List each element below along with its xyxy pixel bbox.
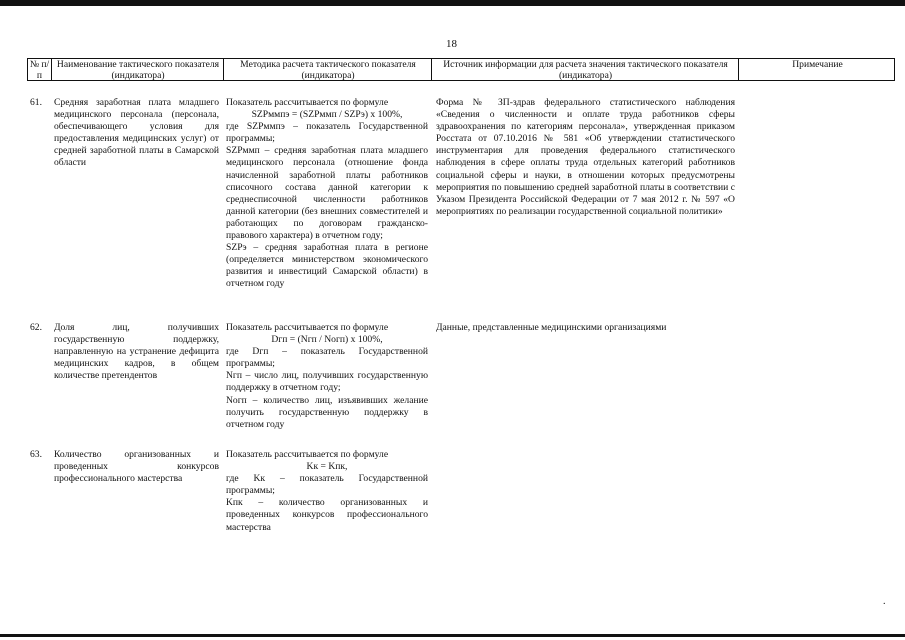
row-62-name: Доля лиц, получивших государственную поддержку, направленную на устранение дефицита медицинских кадров, в общем количестве претендентов [54,322,219,382]
row-63-method [226,449,428,534]
row-62-number: 62. [30,322,42,333]
row-61-method-intro: Показатель рассчитывается по формуле [226,97,389,108]
header-divider [894,58,895,81]
row-62-definition: где Dгп – показатель Государственной программы; [226,346,428,370]
row-63-definition: где Kк – показатель Государственной программы; [226,473,428,497]
row-61-definition: SZPэ – средняя заработная плата в регионе (определяется министерством экономического развития и инвестиций Самарской области) в отчетном году [226,242,428,290]
header-divider [51,58,52,81]
row-62-definition: Nгп – число лиц, получивших государственную поддержку в отчетном году; [226,370,428,394]
row-62-source: Данные, представленные медицинскими организациями [436,322,667,333]
row-63-definition: Kпк – количество организованных и проведенных конкурсов профессионального мастерства [226,497,428,533]
row-61-definition: где SZPммпэ – показатель Государственной программы; [226,121,428,145]
row-61-method [226,97,428,291]
row-61-formula: SZPммпэ = (SZPммп / SZPэ) x 100%, [251,109,403,121]
row-61-name: Средняя заработная плата младшего медицинского персонала (персонала, обеспечивающего условия для предоставления медицинских услуг) от средней заработной платы в Самарской области [54,97,219,169]
header-source: Источник информации для расчета значения тактического показателя (индикатора) [443,59,728,81]
row-62-method [226,322,428,431]
page-bottom-border [0,634,905,637]
header-num: № п/п [29,59,50,81]
row-61-source: Форма № ЗП-здрав федерального статистического наблюдения «Сведения о численности и оплате труда работников сферы здравоохранения по категориям персонала», утвержденная приказом Росстата от 07.10.2016 № 581 «Об утверждении статистического инструментария для проведения федерального статистического наблюдения в сфере оплаты труда отдельных категорий работников социальной сферы и науки, в отношении которых предусмотрены мероприятия по повышению средней заработной платы в соответствии с Указом Президента Российской Федерации от 7 мая 2012 г. № 597 «О мероприятиях по реализации государственной социальной политики» [436,97,735,217]
header-divider [223,58,224,81]
row-63-formula: Kк = Kпк, [306,461,348,473]
header-name: Наименование тактического показателя (индикатора) [56,59,220,81]
row-63-name: Количество организованных и проведенных конкурсов профессионального мастерства [54,449,219,485]
header-method: Методика расчета тактического показателя (индикатора) [240,59,416,81]
scan-speck: . [883,596,886,607]
header-divider [431,58,432,81]
header-divider [738,58,739,81]
row-63-number: 63. [30,449,42,460]
row-61-definition: SZPммп – средняя заработная плата младшего медицинского персонала (отношение фонда начисленной заработной платы работников списочного состава данной категории к среднесписочной численности работников данной категории (без внешних совместителей и работающих по договорам гражданско-правового характера) в отчетном году; [226,145,428,242]
header-note: Примечание [792,59,843,70]
row-61-number: 61. [30,97,42,108]
row-62-definition: Nогп – количество лиц, изъявивших желание получить государственную поддержку в отчетном году [226,394,428,430]
page-top-border [0,0,905,6]
row-62-formula: Dгп = (Nгп / Nогп) x 100%, [271,334,383,346]
page-number: 18 [446,38,457,50]
row-62-method-intro: Показатель рассчитывается по формуле [226,322,389,333]
row-63-method-intro: Показатель рассчитывается по формуле [226,449,389,460]
